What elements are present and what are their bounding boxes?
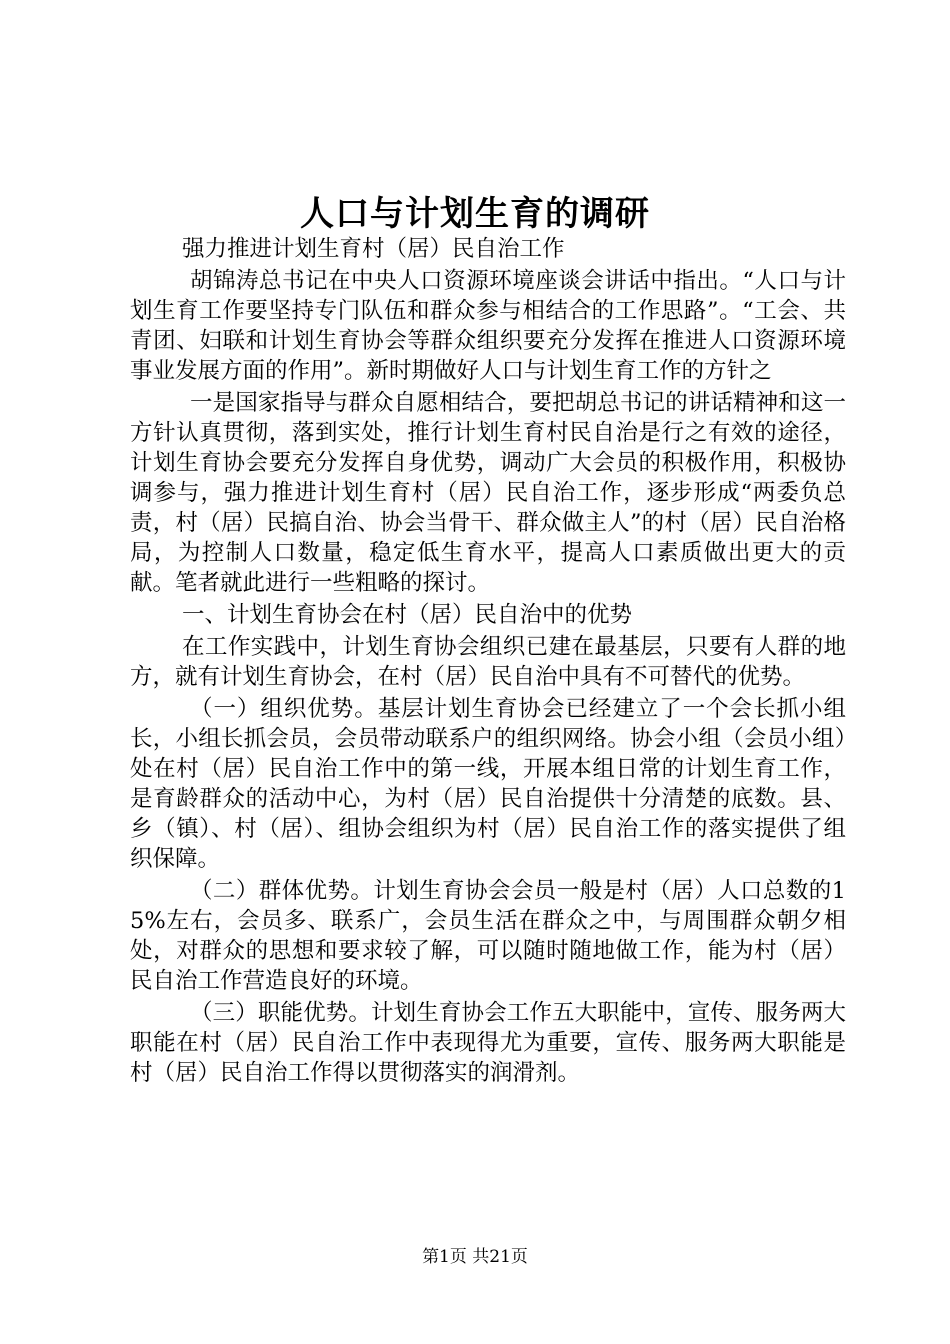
paragraph: （二）群体优势。计划生育协会会员一般是村（居）人口总数的15%左右，会员多、联系广，会员生活在群众之中，与周围群众朝夕相处，对群众的思想和要求较了解，可以随时随地做工作，能为村（居）民自治工作营造良好的环境。 — [130, 878, 846, 994]
paragraph: 一是国家指导与群众自愿相结合，要把胡总书记的讲话精神和这一方针认真贯彻，落到实处，推行计划生育村民自治是行之有效的途径，计划生育协会要充分发挥自身优势，调动广大会员的积极作用，积极协调参与，强力推进计划生育村（居）民自治工作，逐步形成“两委负总责，村（居）民搞自治、协会当骨干、群众做主人”的村（居）民自治格局，为控制人口数量，稳定低生育水平，提高人口素质做出更大的贡献。笔者就此进行一些粗略的探讨。 — [130, 390, 846, 596]
page-title: 人口与计划生育的调研 — [300, 194, 650, 234]
section-heading: 一、计划生育协会在村（居）民自治中的优势 — [182, 602, 633, 628]
paragraph: 胡锦涛总书记在中央人口资源环境座谈会讲话中指出。“人口与计划生育工作要坚持专门队伍和群众参与相结合的工作思路”。“工会、共青团、妇联和计划生育协会等群众组织要充分发挥在推进人口资源环境事业发展方面的作用”。新时期做好人口与计划生育工作的方针之 — [130, 268, 846, 384]
paragraph: （一）组织优势。基层计划生育协会已经建立了一个会长抓小组长，小组长抓会员，会员带动联系户的组织网络。协会小组（会员小组）处在村（居）民自治工作中的第一线，开展本组日常的计划生育工作，是育龄群众的活动中心，为村（居）民自治提供十分清楚的底数。县、乡（镇）、村（居）、组协会组织为村（居）民自治工作的落实提供了组织保障。 — [130, 696, 846, 872]
paragraph: 在工作实践中，计划生育协会组织已建在最基层，只要有人群的地方，就有计划生育协会，在村（居）民自治中具有不可替代的优势。 — [130, 634, 846, 690]
document-body — [130, 234, 846, 1090]
section-heading: 强力推进计划生育村（居）民自治工作 — [182, 236, 565, 262]
page-footer: 第1页 共21页 — [422, 1247, 528, 1267]
paragraph: （三）职能优势。计划生育协会工作五大职能中，宣传、服务两大职能在村（居）民自治工作中表现得尤为重要，宣传、服务两大职能是村（居）民自治工作得以贯彻落实的润滑剂。 — [130, 1000, 846, 1086]
